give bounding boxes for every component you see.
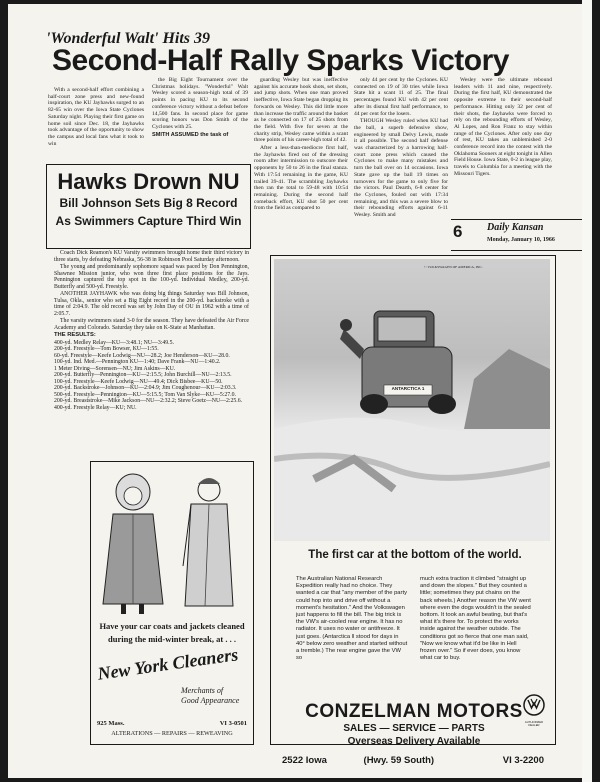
result-line: 200-yd. Breaststroke—Mike Jackson—NU—2:32.2; Steve Goetz—NU—2:25.6. — [54, 398, 243, 404]
vw-body-left — [296, 576, 408, 694]
swim-paragraph: The young and predominantly sophomore squad was paced by Don Pennington, Shawnee Mission junior, who won three first place positions for the Jays. Pennington captured the top spot in the 100-yd. Individual Medley, 200-yd. Butterfly and 500-yd. Freestyle. — [54, 264, 249, 290]
dealer-address: 2522 Iowa — [282, 755, 327, 766]
result-line: 100-yd. Ind. Med.—Pennington KU—1:40; Dave Frank—NU—1:40.2. — [54, 359, 221, 365]
story-text: the Big Eight Tournament over the Christmas holidays. "Wonderful" Walt Wesley scored a season-high total of 39 points in pacing KU to its second conference victory without a defeat before 14,500 fans. In second place for game scoring honors was Don Smith of the Cyclones with 25. — [152, 77, 248, 130]
license-plate: ANTARCTICA 1 — [391, 386, 425, 391]
story-subhead: SMITH ASSUMED the task of — [152, 131, 229, 138]
swim-subtitle-2: As Swimmers Capture Third Win — [55, 214, 242, 228]
story-text: With a second-half effort combining a half-court zone press and new-found inspiration, the KU Jayhawks surged to an 82-65 win over the Iowa State Cyclones Saturday night. Playing their first game on home soil since Dec. 18, the Jayhawks took advantage of the opportunity to show the campus and local fans what it took to win — [48, 87, 144, 147]
vw-snow-photo — [274, 259, 550, 541]
main-headline: Second-Half Rally Sparks Victory — [52, 44, 509, 77]
vw-body-text: much extra traction it climbed "straight up and down the slopes." But they counted a little; sometimes they put chains on the back wheels.) Another reason the VW went where even the dogs wouldn't is the sealed bottom. It took an awful beating, but that's what it's there for. To protect the works inside against the weather outside. The conditions got so fierce that one man said, "Now we know what it'd be like in Hell frozen over." So if ever does, you know what car to buy. — [420, 576, 531, 662]
woman-figure — [103, 474, 163, 614]
kicker-headline: 'Wonderful Walt' Hits 39 — [46, 30, 211, 47]
man-figure — [183, 478, 233, 606]
vw-body-right — [420, 576, 532, 694]
vw-car-illustration — [274, 259, 550, 541]
story-text: Wesley were the ultimate rebound leaders with 11 and nine, respectively. During the first half, KU demonstrated the opposite extreme to their second-half performance. Hitting only 32 per cent of their shots, the Jayhawks were forced to rely on the rebounding efforts of Wesley, Al Lopes, and Ron Franz to stay within range of the Cyclones. After only one day of rest, KU takes an unblemished 2-0 conference record into the contest with the Oklahoma Sooners at eight tonight in Allen Field House. Iowa State, 0-2 in league play, travels to Columbia for a meeting with the Missouri Tigers. — [454, 77, 552, 177]
paper-name: Daily Kansan — [487, 222, 544, 233]
swim-title: Hawks Drown NU — [57, 169, 240, 194]
newspaper-page — [8, 4, 592, 778]
dealer-phone: VI 3-2200 — [502, 755, 544, 766]
result-line: 200-yd. Freestyle—Tom Bowser, KU—1:55. — [54, 346, 159, 352]
cleaners-phone: VI 3-0501 — [219, 720, 247, 727]
result-line: 100-yd. Freestyle—Keefe Lodwig—NU—49.4; Dick Bisbee—KU—50. — [54, 378, 223, 385]
dealer-delivery: Overseas Delivery Available — [347, 736, 481, 747]
vw-badge — [520, 694, 548, 727]
story-column-4 — [354, 77, 448, 251]
cleaners-tagline: Have your car coats and jackets cleaned — [99, 621, 245, 631]
swim-subtitle: Bill Johnson Sets Big 8 Record — [59, 196, 238, 210]
result-line: 500-yd. Freestyle—Pennington—KU—5:15.5; Tom Van Slyke—KU—5:27.0. — [54, 391, 236, 398]
story-column-2 — [152, 77, 248, 159]
dealer-services: SALES — SERVICE — PARTS — [343, 723, 485, 734]
page-folio — [451, 219, 585, 251]
vw-body-text: The Australian National Research Expedition really had no choice. They wanted a car that "any member of the party could hop into and drive off without a moment's hesitation." And the Volkswagen just happens to fill the bill. The big trick is the VW's air-cooled rear engine. It has no radiator. It uses no water or antifreeze. It just goes. (Antarctica ll stood for days in 40° below zero weather and started without a tremble.) The rear engine gave the VW so — [296, 576, 408, 662]
result-line: 60-yd. Freestyle—Keefe Lodwig—NU—28.2; Joe Henderson—KU—28.0. — [54, 352, 230, 359]
story-text: guarding Wesley but was ineffective against his accurate hook shots, set shots, and jump shots. When one man proved ineffective, Iowa State began dropping its forwards on Wesley. This did little more than increase the traffic around the basket as he connected on 17 of 25 shots from the field. With five for seven at the charity strip, Wesley came within a scant three points of his career-high total of 42. — [254, 77, 348, 144]
page-number: 6 — [453, 222, 463, 241]
swim-paragraph: ANOTHER JAYHAWK who was doing big things Saturday was Bill Johnson, Tulsa, Okla., senior who set a Big Eight record in the 200-yd. backstroke with a time of 2:04.9. The old record was set by John Day of OU in 1962 with a time of 2:05.7. — [54, 291, 249, 317]
story-column-5 — [454, 77, 552, 217]
story-text: After a less-than-mediocre first half, the Jayhawks fired out of the dressing room after intermission to outscore their opponents by 50 to 26 in the final stanza. With 17:54 remaining in the game, KU trailed 39-41. The scrambling Jayhawks then ran the total to 59-48 with 10:54 remaining. During the second half comeback effort, KU shot 50 per cent from the field as compared to — [254, 145, 348, 212]
cleaners-tagline-2: during the mid-winter break, at . . . — [108, 634, 236, 644]
adjacent-page-edge — [582, 0, 592, 782]
result-line: 400-yd. Freestyle Relay—KU; NU. — [54, 404, 137, 411]
cleaners-services: ALTERATIONS — REPAIRS — REWEAVING — [111, 730, 233, 737]
cleaners-logo: New York Cleaners — [96, 644, 240, 684]
cleaners-motto: Merchants of — [181, 686, 224, 695]
results-label: THE RESULTS: — [54, 332, 96, 338]
swim-paragraph: The varsity swimmers stand 3-0 for the season. They have defeated the Air Force Academy and Colorado. Saturday they take on K-State at Manhattan. — [54, 318, 249, 331]
results-list — [54, 340, 249, 412]
swim-headline-box — [46, 164, 251, 249]
cleaners-address: 925 Mass. — [97, 720, 125, 727]
vw-badge-text: AUTHORIZED DEALER — [524, 720, 544, 727]
vw-headline: The first car at the bottom of the world. — [308, 549, 522, 561]
swim-paragraph: Coach Dick Reamon's KU Varsity swimmers brought home their third victory in three starts, by defeating Nebraska, 56-38 in Robinson Pool Saturday afternoon. — [54, 250, 249, 263]
dealer-highway: (Hwy. 59 South) — [363, 755, 435, 766]
result-line: 200-yd. Backstroke—Johnson—KU—2:04.9; Jim Coughenour—KU—2:03.3. — [54, 385, 237, 391]
cleaners-ad — [90, 461, 254, 745]
swim-story — [54, 250, 249, 460]
result-line: 400-yd. Medley Relay—KU—3:48.1; NU—3:49.5. — [54, 339, 174, 346]
cleaners-motto-2: Good Appearance — [181, 696, 240, 705]
story-text: THOUGH Wesley ruled when KU had the ball, a superb defensive show, engineered by small Delvy Lewis, made it all possible. The second half defense was characterized by a harrowing half-court zone press which caused the Cyclones to make many mistakes and turn the ball over on 14 occasions. Iowa State gave up the ball 19 times on turnovers for the game to only five for the victors. Paul Dearth, 6-8 center for the Cyclones, fouled out with 17:34 remaining, and this was a severe blow to their rebounding efforts against 6-11 Wesley. Smith and — [354, 118, 448, 219]
issue-date: Monday, January 10, 1966 — [487, 237, 555, 243]
result-line: 1 Meter Diving—Sorensen—NU; Jim Askins—KU. — [54, 365, 176, 372]
story-text: only 44 per cent by the Cyclones. KU connected on 19 of 30 tries while Iowa State hit a scant 11 of 25. The final percentages found KU with 42 per cent after its dismal first half performance, to 44 per cent for the losers. — [354, 77, 448, 117]
photo-credit: © VOLKSWAGEN OF AMERICA, INC. — [424, 265, 483, 269]
vw-logo-icon — [523, 694, 545, 716]
story-column-1 — [48, 87, 144, 159]
dealer-contact — [282, 755, 544, 766]
result-line: 200-yd. Butterfly—Pennington—KU—2:15.5; John Burchill—NU—2:13.5. — [54, 372, 232, 378]
fashion-illustration — [91, 466, 253, 616]
dealer-name: CONZELMAN MOTORS — [305, 701, 523, 722]
story-column-3 — [254, 77, 348, 251]
